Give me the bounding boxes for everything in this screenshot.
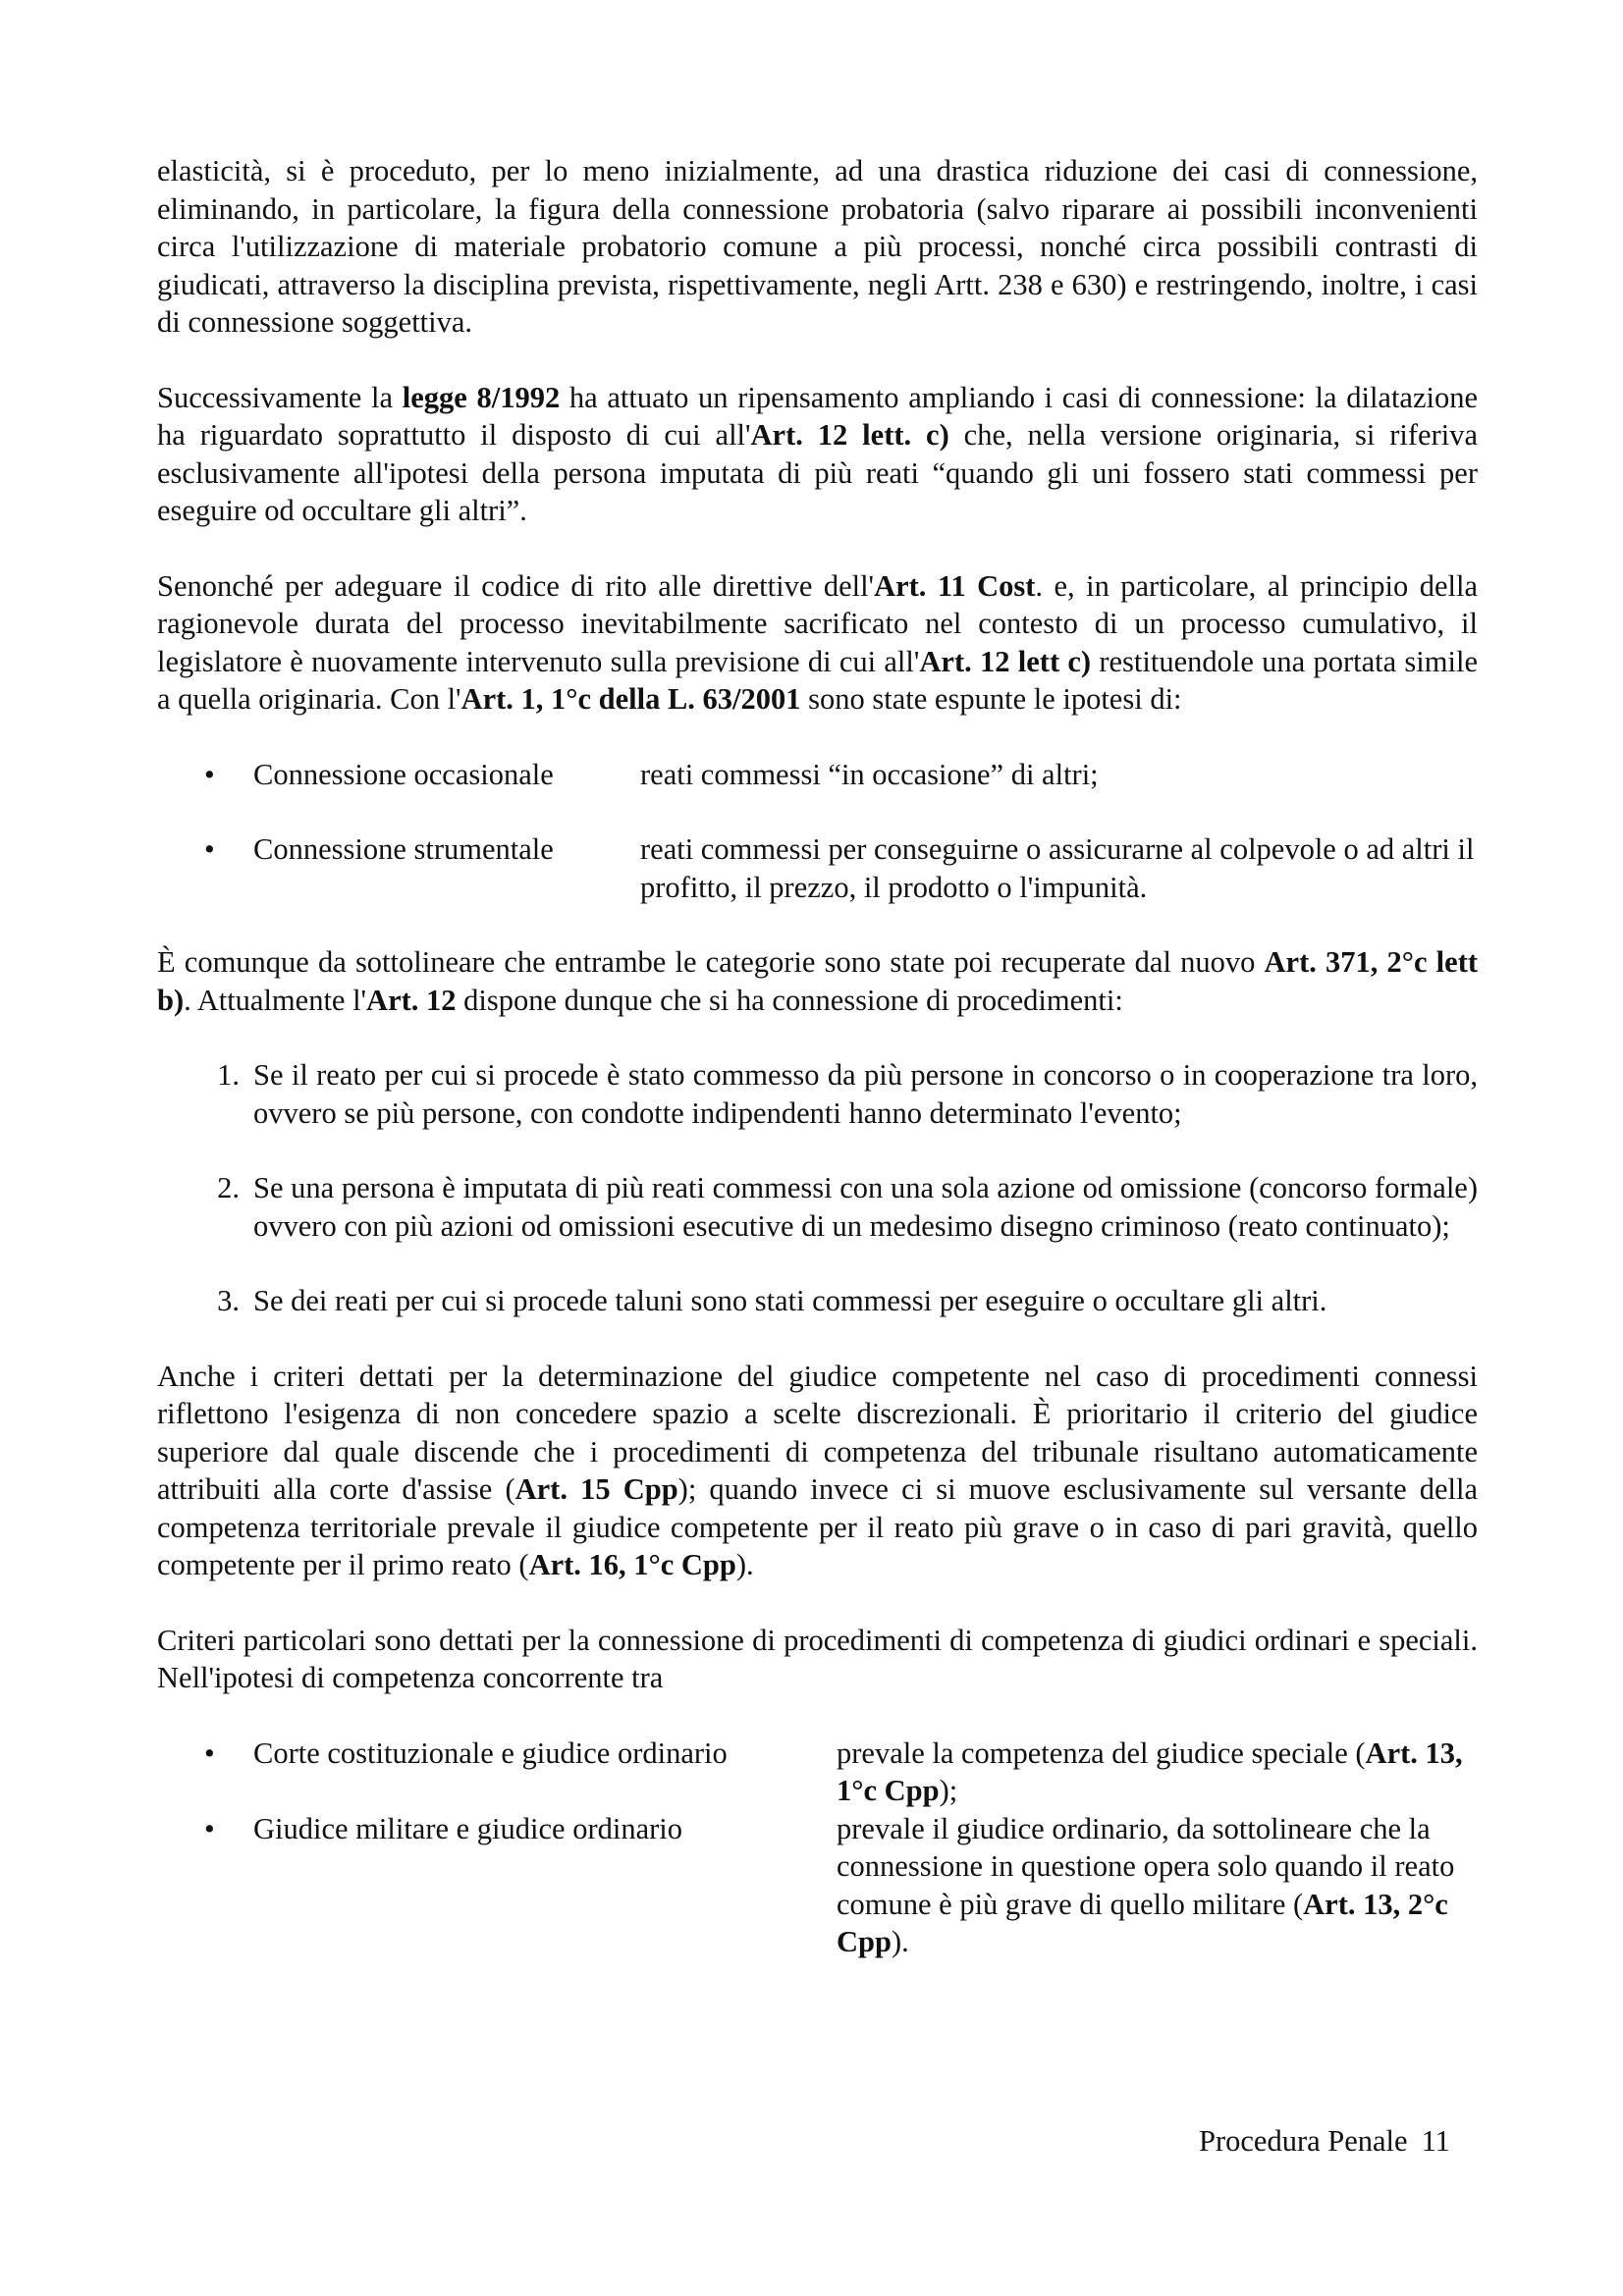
text-run: È comunque da sottolineare che entrambe le categorie sono state poi recuperate dal nuovo	[157, 945, 1265, 979]
text-run: reati commessi per conseguirne o assicurarne al colpevole o ad altri il profitto, il prezzo, il prodotto o l'impunità.	[640, 832, 1475, 904]
page-body	[157, 152, 1478, 1999]
bullet-icon: •	[204, 1735, 215, 1770]
list-text: Se una persona è imputata di più reati commessi con una sola azione od omissione (concorso formale) ovvero con più azioni od omissioni esecutive di un medesimo disegno criminoso (reato continuato);	[253, 1171, 1478, 1243]
text-run: . Attualmente l'	[184, 983, 367, 1017]
text-run: Anche i criteri dettati per la determinazione del giudice competente nel caso di procedimenti connessi riflettono l'esigenza di non concedere spazio a scelte discrezionali. È prioritario il criterio del giudice superiore dal quale discende che i procedimenti di competenza del tribunale risultano automaticamente attribuiti alla corte d'assise (	[157, 1359, 1478, 1506]
bullet-description	[837, 1810, 1478, 1961]
paragraph-6	[157, 1622, 1478, 1697]
list-item	[157, 1282, 1478, 1320]
bullet-term: Connessione strumentale	[253, 832, 554, 866]
text-run: reati commessi “in occasione” di altri;	[640, 757, 1099, 791]
paragraph-3	[157, 567, 1478, 719]
text-run: Senonché per adeguare il codice di rito alle direttive dell'	[157, 568, 875, 603]
bold-reference: Art. 1, 1°c della L. 63/2001	[460, 682, 801, 716]
paragraph-5	[157, 1358, 1478, 1584]
list-text: Se dei reati per cui si procede taluni sono stati commessi per eseguire o occultare gli altri.	[253, 1284, 1327, 1317]
bold-reference: Art. 11 Cost	[874, 568, 1036, 603]
text-run: Successivamente la	[157, 380, 403, 414]
bullet-description	[837, 1735, 1478, 1810]
bullet-icon: •	[204, 832, 215, 866]
bold-reference: Art. 13, 2°c Cpp	[837, 1887, 1448, 1958]
footer-title: Procedura Penale	[1199, 2124, 1408, 2158]
bullet-icon: •	[204, 757, 215, 791]
list-item	[157, 830, 1478, 906]
list-number: 2.	[217, 1171, 240, 1204]
list-text: Se il reato per cui si procede è stato commesso da più persone in concorso o in cooperazione tra loro, ovvero se più persone, con condotte indipendenti hanno determinato l'evento;	[253, 1058, 1478, 1130]
text-run: dispone dunque che si ha connessione di procedimenti:	[456, 983, 1123, 1017]
bold-reference: Art. 12 lett c)	[919, 644, 1092, 678]
list-number: 3.	[217, 1284, 240, 1317]
list-item	[157, 1735, 1478, 1810]
bullet-icon: •	[204, 1811, 215, 1845]
text-run: restituendole una portata simile a quella originaria. Con l'	[157, 644, 1478, 716]
bold-reference: Art. 13, 1°c Cpp	[837, 1735, 1463, 1807]
text-run: prevale il giudice ordinario, da sottolineare che la connessione in questione opera solo quando il reato comune è più grave di quello militare (	[837, 1811, 1455, 1921]
text-run: ha attuato un ripensamento ampliando i casi di connessione: la dilatazione ha riguardato soprattutto il disposto di cui all'	[157, 380, 1479, 452]
bullet-term: Connessione occasionale	[253, 757, 554, 791]
text-run: . e, in particolare, al principio della ragionevole durata del processo inevitabilmente sacrificato nel contesto di un processo cumulativo, il legislatore è nuovamente intervenuto sulla previsione di cui all'	[157, 568, 1479, 678]
bold-reference: Art. 12	[366, 983, 457, 1017]
bullet-term: Giudice militare e giudice ordinario	[253, 1811, 683, 1845]
bullet-description	[640, 756, 1478, 794]
text-run: sono state espunte le ipotesi di:	[800, 682, 1182, 716]
numbered-list	[157, 1056, 1478, 1320]
bold-reference: Art. 371, 2°c lett b)	[157, 945, 1479, 1017]
page-number: 11	[1421, 2124, 1450, 2158]
bold-reference: legge 8/1992	[402, 380, 561, 414]
text-run: prevale la competenza del giudice speciale (	[837, 1735, 1366, 1770]
text-run: elasticità, si è proceduto, per lo meno inizialmente, ad una drastica riduzione dei casi di connessione, eliminando, in particolare, la figura della connessione probatoria (salvo riparare ai possibili inconvenienti circa l'utilizzazione di materiale probatorio comune a più processi, nonché circa possibili contrasti di giudicati, attraverso la disciplina prevista, rispettivamente, negli Artt. 238 e 630) e restringendo, inoltre, i casi di connessione soggettiva.	[157, 154, 1478, 339]
text-run: ).	[735, 1548, 754, 1581]
text-run: );	[939, 1774, 958, 1807]
page-footer	[1199, 2122, 1450, 2160]
text-run: che, nella versione originaria, si riferiva esclusivamente all'ipotesi della persona imputata di più reati “quando gli uni fossero stati commessi per eseguire od occultare gli altri”.	[157, 418, 1478, 527]
paragraph-1	[157, 152, 1478, 342]
bold-reference: Art. 15 Cpp	[514, 1472, 678, 1506]
list-number: 1.	[217, 1058, 240, 1092]
paragraph-2	[157, 379, 1478, 530]
paragraph-4	[157, 943, 1478, 1019]
text-run: ).	[891, 1925, 909, 1958]
bold-reference: Art. 16, 1°c Cpp	[528, 1548, 736, 1581]
bullet-description	[640, 830, 1478, 906]
bold-reference: Art. 12 lett. c)	[750, 418, 949, 452]
list-item	[157, 1810, 1478, 1961]
bullet-term: Corte costituzionale e giudice ordinario	[253, 1735, 728, 1770]
list-item	[157, 1169, 1478, 1245]
bullet-list-exceptions	[157, 756, 1478, 907]
text-run: ); quando invece ci si muove esclusivamente sul versante della competenza territoriale prevale il giudice competente per il reato più grave o in caso di pari gravità, quello competente per il primo reato (	[157, 1472, 1479, 1581]
list-item	[157, 1056, 1478, 1132]
bullet-list-competence	[157, 1735, 1478, 1961]
text-run: Criteri particolari sono dettati per la connessione di procedimenti di competenza di giudici ordinari e speciali. Nell'ipotesi di competenza concorrente tra	[157, 1623, 1478, 1694]
list-item	[157, 756, 1478, 794]
